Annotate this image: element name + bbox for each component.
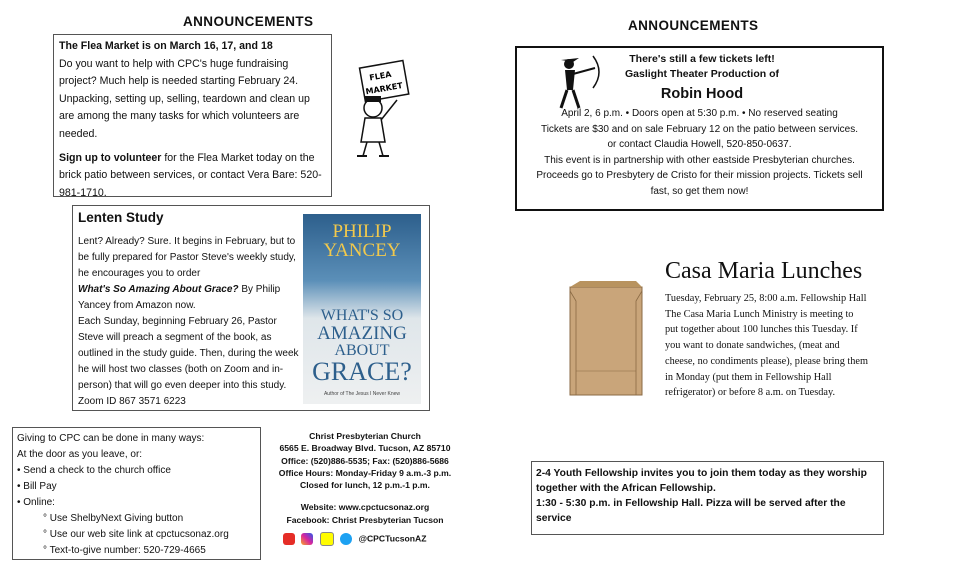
lenten-p1b: By Philip Yancey from Amazon now. <box>78 284 281 311</box>
flea-body: Do you want to help with CPC's huge fundraising project? Much help is needed starting February 24. Unpacking, setting up, selling, teardown and clean up are among the many tasks for which volunteers are needed. <box>59 57 310 140</box>
cover-tagline: Author of The Jesus I Never Knew <box>323 391 401 397</box>
flea-signup-bold: Sign up to volunteer <box>59 151 162 164</box>
robin-detail: This event is in partnership with other eastside Presbyterian churches. <box>544 154 855 166</box>
giving-subitem: ° Use ShelbyNext Giving button <box>43 513 184 524</box>
flea-title: The Flea Market is on March 16, 17, and 18 <box>59 40 273 52</box>
lenten-p1: Lent? Already? Sure. It begins in February, but to be fully prepared for Pastor Steve's weekly study, he encourages you to order <box>78 236 296 279</box>
giving-item: • Send a check to the church office <box>17 465 171 476</box>
casa-line: in Monday (put them in Fellowship Hall <box>665 371 832 383</box>
robin-detail: fast, so get them now! <box>650 185 749 197</box>
robin-detail: Proceeds go to Presbytery de Cristo for their mission projects. Tickets sell <box>536 170 863 182</box>
church-lunch: Closed for lunch, 12 p.m.-1 p.m. <box>300 480 430 491</box>
snapchat-icon[interactable] <box>320 532 334 546</box>
book-cover <box>303 214 421 404</box>
sign-word-market: MARKET <box>364 81 404 97</box>
casa-title: Casa Maria Lunches <box>665 258 863 284</box>
flea-market-box <box>53 34 332 197</box>
giving-box <box>12 427 261 560</box>
robin-line-1: There's still a few tickets left! <box>629 53 775 65</box>
church-address: 6565 E. Broadway Blvd. Tucson, AZ 85710 <box>279 443 451 454</box>
cover-author-last: YANCEY <box>323 240 401 261</box>
casa-line: put together about 100 lunches this Tuesday. If <box>665 324 858 336</box>
flea-signup <box>59 150 326 203</box>
robin-detail: Tickets are $30 and on sale February 12 on the patio between services. <box>540 123 859 135</box>
twitter-icon[interactable] <box>340 533 352 545</box>
church-hours: Office Hours: Monday-Friday 9 a.m.-3 p.m. <box>278 467 452 478</box>
robin-detail: or contact Claudia Howell, 520-850-0637. <box>607 139 792 151</box>
giving-line-2: At the door as you leave, or: <box>17 449 143 460</box>
left-heading: ANNOUNCEMENTS <box>183 14 314 29</box>
robin-details <box>519 106 880 200</box>
robin-line-2: Gaslight Theater Production of <box>624 68 779 80</box>
social-row <box>265 532 465 546</box>
lenten-title: Lenten Study <box>78 210 164 225</box>
casa-line: The Casa Maria Lunch Ministry is meeting to <box>665 308 854 320</box>
church-info <box>265 430 465 546</box>
church-name: Christ Presbyterian Church <box>309 431 421 441</box>
youth-text: 2-4 Youth Fellowship invites you to join them today as they worship together with the African Fellowship. <box>536 468 867 494</box>
giving-item: • Online: <box>17 497 55 508</box>
church-facebook[interactable]: Facebook: Christ Presbyterian Tucson <box>286 514 444 525</box>
robin-hood-box <box>515 46 884 211</box>
right-heading: ANNOUNCEMENTS <box>628 18 759 33</box>
robin-detail: April 2, 6 p.m. • Doors open at 5:30 p.m. • No reserved seating <box>561 108 838 119</box>
paper-bag-image <box>566 281 648 399</box>
giving-subitem: ° Text-to-give number: 520-729-4665 <box>43 545 206 556</box>
cover-line-3: ABOUT <box>334 342 390 359</box>
robin-title: Robin Hood <box>660 86 744 102</box>
giving-line-1: Giving to CPC can be done in many ways: <box>17 433 205 444</box>
casa-body <box>665 291 925 401</box>
flea-market-cartoon <box>345 56 430 161</box>
casa-line: cheese, no condiments please), please bring them <box>665 355 869 367</box>
church-website[interactable]: Website: www.cpctucsonaz.org <box>300 502 430 513</box>
cover-author-first: PHILIP <box>332 221 392 242</box>
cover-line-1: WHAT'S SO <box>320 307 404 324</box>
casa-line: you want to donate sandwiches, (meat and <box>665 340 840 352</box>
sign-word-flea: FLEA <box>368 69 393 83</box>
church-phone: Office: (520)886-5535; Fax: (520)886-5686 <box>281 455 449 466</box>
lenten-body <box>78 234 300 410</box>
flea-signup-rest: for the Flea Market today on the brick patio between services, or contact Vera Bare: 520-981-1710. <box>59 151 322 199</box>
youth-fellowship-box <box>531 461 884 535</box>
cover-line-2: AMAZING <box>317 323 407 344</box>
giving-item: • Bill Pay <box>17 481 57 492</box>
lenten-book-title: What's So Amazing About Grace? <box>78 284 239 295</box>
lenten-study-box <box>72 205 430 411</box>
social-handle[interactable]: @CPCTucsonAZ <box>358 533 427 544</box>
casa-line: Tuesday, February 25, 8:00 a.m. Fellowship Hall <box>665 293 867 304</box>
youth-text-2: 1:30 - 5:30 p.m. in Fellowship Hall. Pizza will be served after the service <box>536 498 846 524</box>
instagram-icon[interactable] <box>301 533 313 545</box>
robin-intro <box>577 52 827 82</box>
cover-line-4: GRACE? <box>312 357 412 386</box>
giving-subitem: ° Use our web site link at cpctucsonaz.org <box>43 529 229 540</box>
casa-line: refrigerator) or before 8 a.m. on Tuesday. <box>665 387 836 399</box>
lenten-p2: Each Sunday, beginning February 26, Pastor Steve will preach a segment of the book, as outlined in the study guide. Then, during the week he will host two classes (both on Zoom and in-person) that will go even deeper into this study. Zoom ID 867 3571 6223 <box>78 316 299 407</box>
youtube-icon[interactable] <box>283 533 295 545</box>
